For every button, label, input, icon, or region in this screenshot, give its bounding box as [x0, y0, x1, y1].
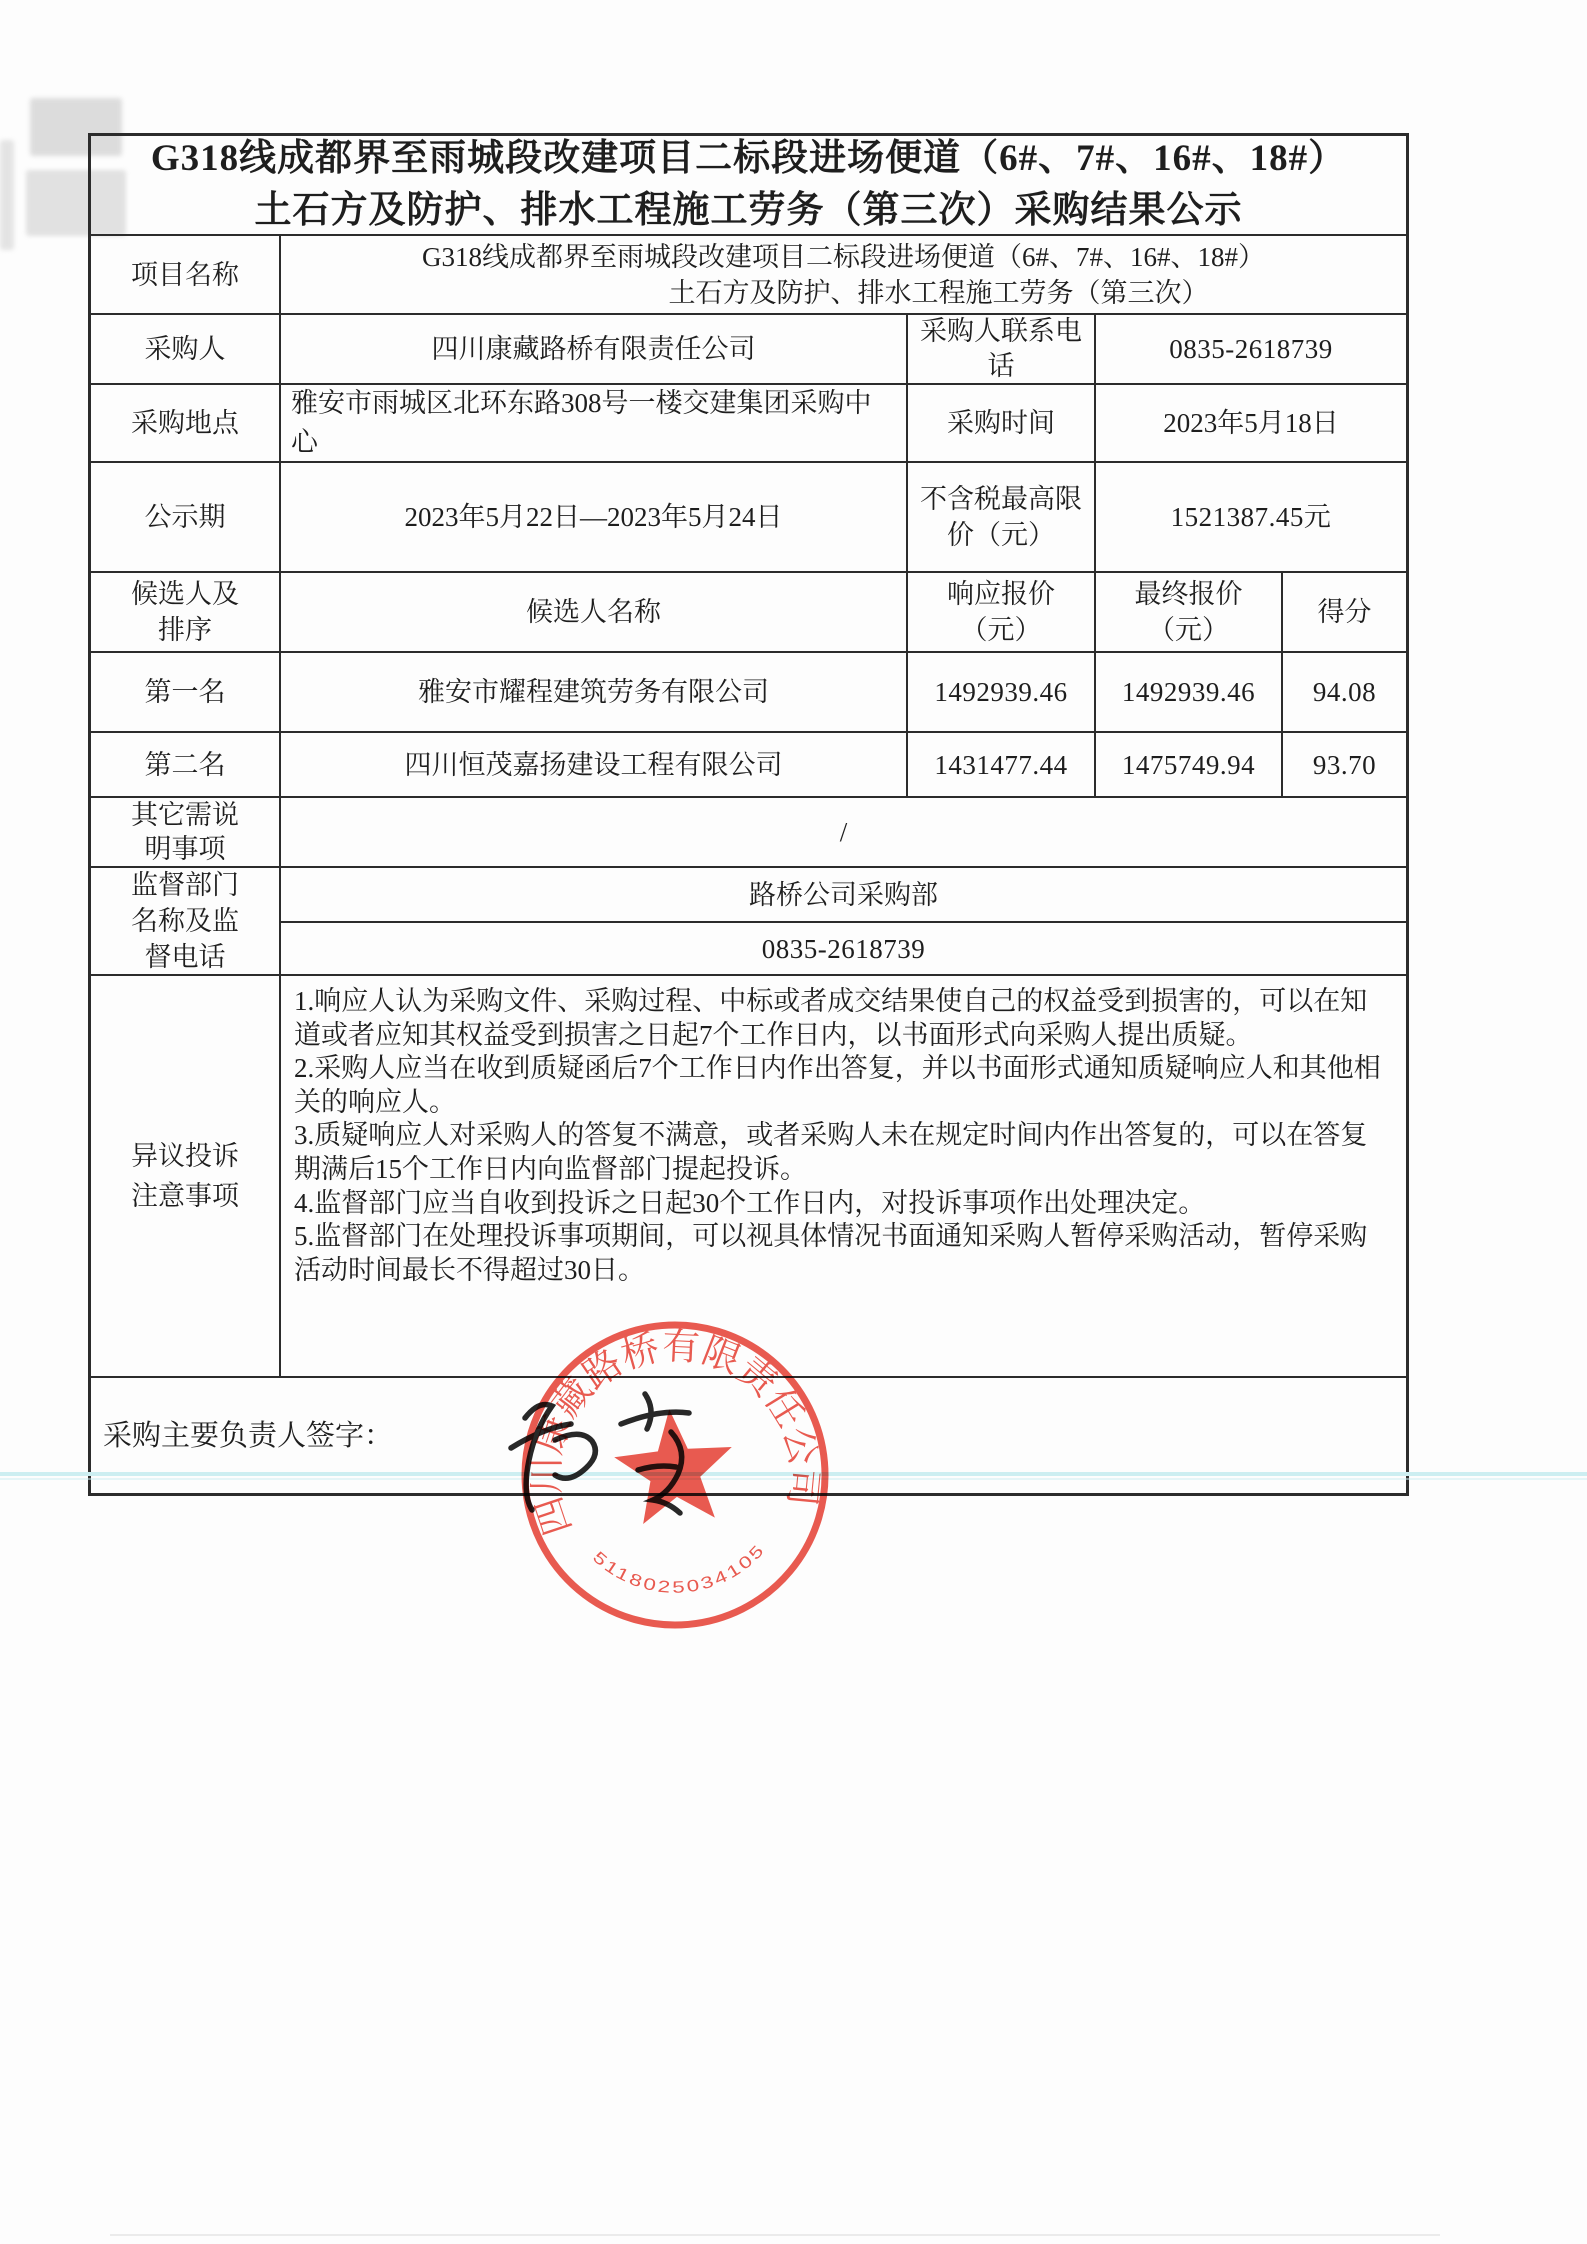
procurement-result-table [88, 133, 1409, 1496]
purchaser-value: 四川康藏路桥有限责任公司 [281, 315, 908, 385]
project-name-label: 项目名称 [91, 236, 281, 315]
purchaser-phone-label: 采购人联系电话 [908, 315, 1096, 385]
candidate-2-score: 93.70 [1283, 733, 1406, 798]
score-header: 得分 [1283, 573, 1406, 653]
signature-label: 采购主要负责人签字： [103, 1419, 394, 1452]
purchase-time-label: 采购时间 [908, 385, 1096, 463]
candidate-2-final: 1475749.94 [1096, 733, 1283, 798]
dispute-item-1: 1.响应人认为采购文件、采购过程、中标或者成交结果使自己的权益受到损害的，可以在知道或者应知其权益受到损害之日起7个工作日内，以书面形式向采购人提出质疑。 [294, 986, 1368, 1050]
rank-1-label: 第一名 [91, 653, 281, 733]
publicity-period-value: 2023年5月22日—2023年5月24日 [281, 463, 908, 573]
dispute-item-2: 2.采购人应当在收到质疑函后7个工作日内作出答复，并以书面形式通知质疑响应人和其他相关的响应人。 [294, 1053, 1381, 1117]
project-name-value: G318线成都界至雨城段改建项目二标段进场便道（6#、7#、16#、18#） 土石方及防护、排水工程施工劳务（第三次） [281, 236, 1406, 315]
rank-2-label: 第二名 [91, 733, 281, 798]
candidate-1-name: 雅安市耀程建筑劳务有限公司 [281, 653, 908, 733]
final-price-header: 最终报价（元） [1096, 573, 1283, 653]
rank-column-header: 候选人及排序 [91, 573, 281, 653]
title-line-2: 土石方及防护、排水工程施工劳务（第三次）采购结果公示 [254, 190, 1243, 231]
dispute-notes-body [281, 976, 1406, 1378]
location-value: 雅安市雨城区北环东路308号一楼交建集团采购中心 [281, 385, 908, 463]
purchaser-phone-value: 0835-2618739 [1096, 315, 1406, 385]
scan-artifact [0, 140, 14, 250]
purchase-time-value: 2023年5月18日 [1096, 385, 1406, 463]
stamp-number-text: 5118025034105 [589, 1543, 767, 1597]
bid-price-header: 响应报价（元） [908, 573, 1096, 653]
other-notes-value: / [281, 798, 1406, 868]
max-price-value: 1521387.45元 [1096, 463, 1406, 573]
dispute-item-5: 5.监督部门在处理投诉事项期间，可以视具体情况书面通知采购人暂停采购活动，暂停采购活动时间最长不得超过30日。 [294, 1221, 1368, 1285]
candidate-2-name: 四川恒茂嘉扬建设工程有限公司 [281, 733, 908, 798]
stamp-company-text: 四川康藏路桥有限责任公司 [526, 1326, 825, 1540]
candidate-1-bid: 1492939.46 [908, 653, 1096, 733]
location-label: 采购地点 [91, 385, 281, 463]
dispute-item-3: 3.质疑响应人对采购人的答复不满意，或者采购人未在规定时间内作出答复的，可以在答复期满后15个工作日内向监督部门提起投诉。 [294, 1120, 1368, 1184]
max-price-label: 不含税最高限价（元） [908, 463, 1096, 573]
supervision-dept-value: 路桥公司采购部 [281, 868, 1406, 923]
dispute-item-4: 4.监督部门应当自收到投诉之日起30个工作日内，对投诉事项作出处理决定。 [294, 1187, 1206, 1218]
scan-bottom-line [110, 2234, 1440, 2236]
candidate-1-score: 94.08 [1283, 653, 1406, 733]
supervision-phone-value: 0835-2618739 [281, 923, 1406, 976]
candidate-2-bid: 1431477.44 [908, 733, 1096, 798]
candidate-1-final: 1492939.46 [1096, 653, 1283, 733]
purchaser-label: 采购人 [91, 315, 281, 385]
document-title [91, 136, 1406, 236]
title-line-1: G318线成都界至雨城段改建项目二标段进场便道（6#、7#、16#、18#） [150, 138, 1347, 179]
signature-scribble [495, 1378, 765, 1543]
publicity-period-label: 公示期 [91, 463, 281, 573]
supervision-label: 监督部门名称及监督电话 [91, 868, 281, 976]
dispute-notes-label: 异议投诉注意事项 [91, 976, 281, 1378]
other-notes-label: 其它需说明事项 [91, 798, 281, 868]
svg-text:5118025034105 [588, 1534, 772, 1605]
candidate-name-header: 候选人名称 [281, 573, 908, 653]
